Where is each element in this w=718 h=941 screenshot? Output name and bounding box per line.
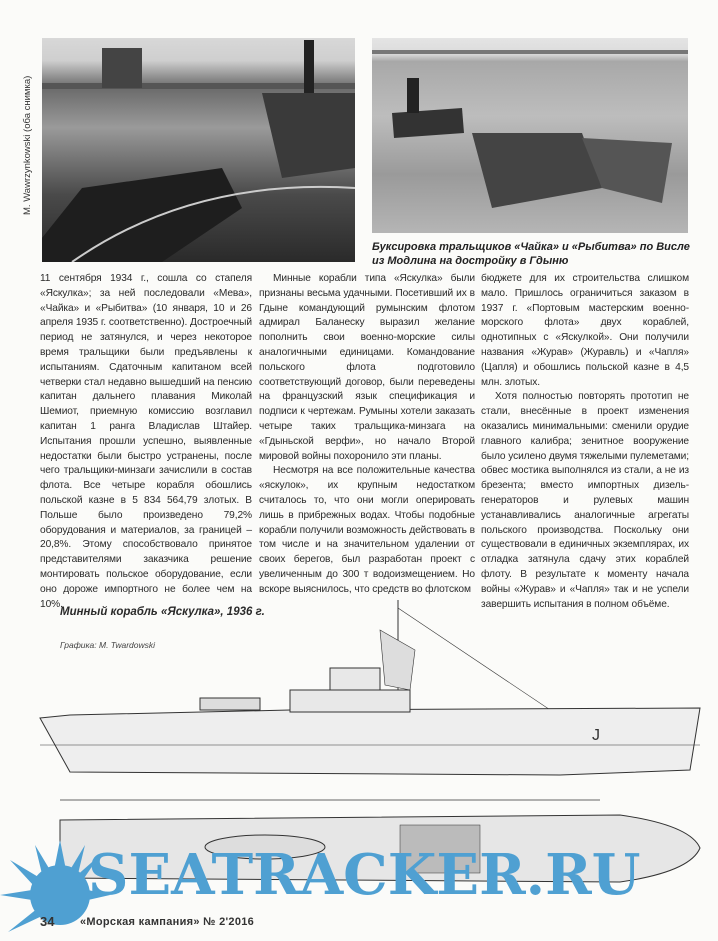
paragraph: Несмотря на все положительные качества «яскулок», их крупным недостатком считалось то, что они могли оперировать лишь в прибрежных водах. Чтобы подобные корабли получили возможность действовать в том числе и на значительном удалении от своих берегов, был разработан проект с увеличенным до 300 т водоизмещением. Но вскоре выяснилось, что средств во флотском [259,465,475,595]
photo-caption: Буксировка тральщиков «Чайка» и «Рыбитва» по Висле из Модлина на достройку в Гдыню [372,241,690,267]
photo-left-image [42,38,355,262]
magazine-footer: «Морская кампания» № 2'2016 [80,916,255,928]
photo-minesweeper-towing-left [42,38,355,262]
hull-profile [40,708,700,775]
text-column-2 [259,272,475,598]
paragraph: бюджете для их строительства слишком мало. Пришлось ограничиться заказом в 1937 г. «Портовым мастерским военно-морского флота» двух кораблей, однотипных с «Яскулкой». Они получили названия «Журав» (Журавль) и «Чапля» (Цапля) и обошлись польской казне в 4,5 млн. злотых. [481,273,689,388]
drawing-title: Минный корабль «Яскулка», 1936 г. [60,606,265,618]
photo-right-image [372,38,688,233]
page-number: 34 [40,914,55,929]
drawing-credit: Графика: M. Twardowski [60,640,156,650]
hull-letter: J [592,727,600,744]
photo-credit: M. Wawrzynkowski (оба снимка) [22,75,33,215]
paragraph: Хотя полностью повторять прототип не стали, внесённые в проект изменения оказались минимальными: сменили орудие главного калибра; зенитное вооружение было усилено двумя тяжелыми пулеметами; обвес мостика выполнялся из стали, а не из брезента; вместо импортных дизель-генераторов и рулевых машин устанавливались аналогичные агрегаты польского производства. Поскольку они существовали в единичных экземплярах, их отладка затянула сдачу этих кораблей флоту. В результате к моменту начала войны «Журав» и «Чапля» так и не успели завершить испытания в полном объёме. [481,391,689,610]
photo-minesweeper-towing-right [372,38,688,233]
text-column-3 [481,272,689,612]
watermark-text: SEATRACKER.RU [88,842,641,908]
paragraph: Минные корабли типа «Яскулка» были признаны весьма удачными. Посетивший их в Гдыне командующий румынским флотом адмирал Баланеску выразил желание пополнить свои военно-морские силы аналогичными единицами. Командование польского флота подготовило соответствующий договор, были переведены на французский язык спецификация и подписи к чертежам. Румыны хотели заказать четыре таких тральщика-минзага на «Гдыньской верфи», но начало Второй мировой войны похоронило эти планы. [259,273,475,462]
text-column-1 [40,272,252,612]
paragraph: 11 сентября 1934 г., сошла со стапеля «Яскулка»; за ней последовали «Мева», «Чайка» и «Рыбитва» (10 января, 10 и 26 апреля 1935 г. соответственно). Достроечный период не затянулся, и через некоторое время тральщики были предъявлены к испытаниям. Сдаточным капитаном всей четверки стал недавно вышедший на пенсию капитан дальнего плавания Миколай Шемиот, приемную комиссию возглавил капитан 1 ранга Владислав Штайер. Испытания прошли успешно, выявленные недостатки были быстро устранены, после чего тральщики-минзаги зачислили в состав флота. Все четыре корабля обошлись польской казне в 5 834 564,79 злотых. В Польше было произведено 79,2% оборудования и материалов, за границей – 20,8%. Этому способствовало принятое представителями заказчика решение монтировать польское оборудование, если оно дороже импортного не более чем на 10%. [40,273,252,610]
